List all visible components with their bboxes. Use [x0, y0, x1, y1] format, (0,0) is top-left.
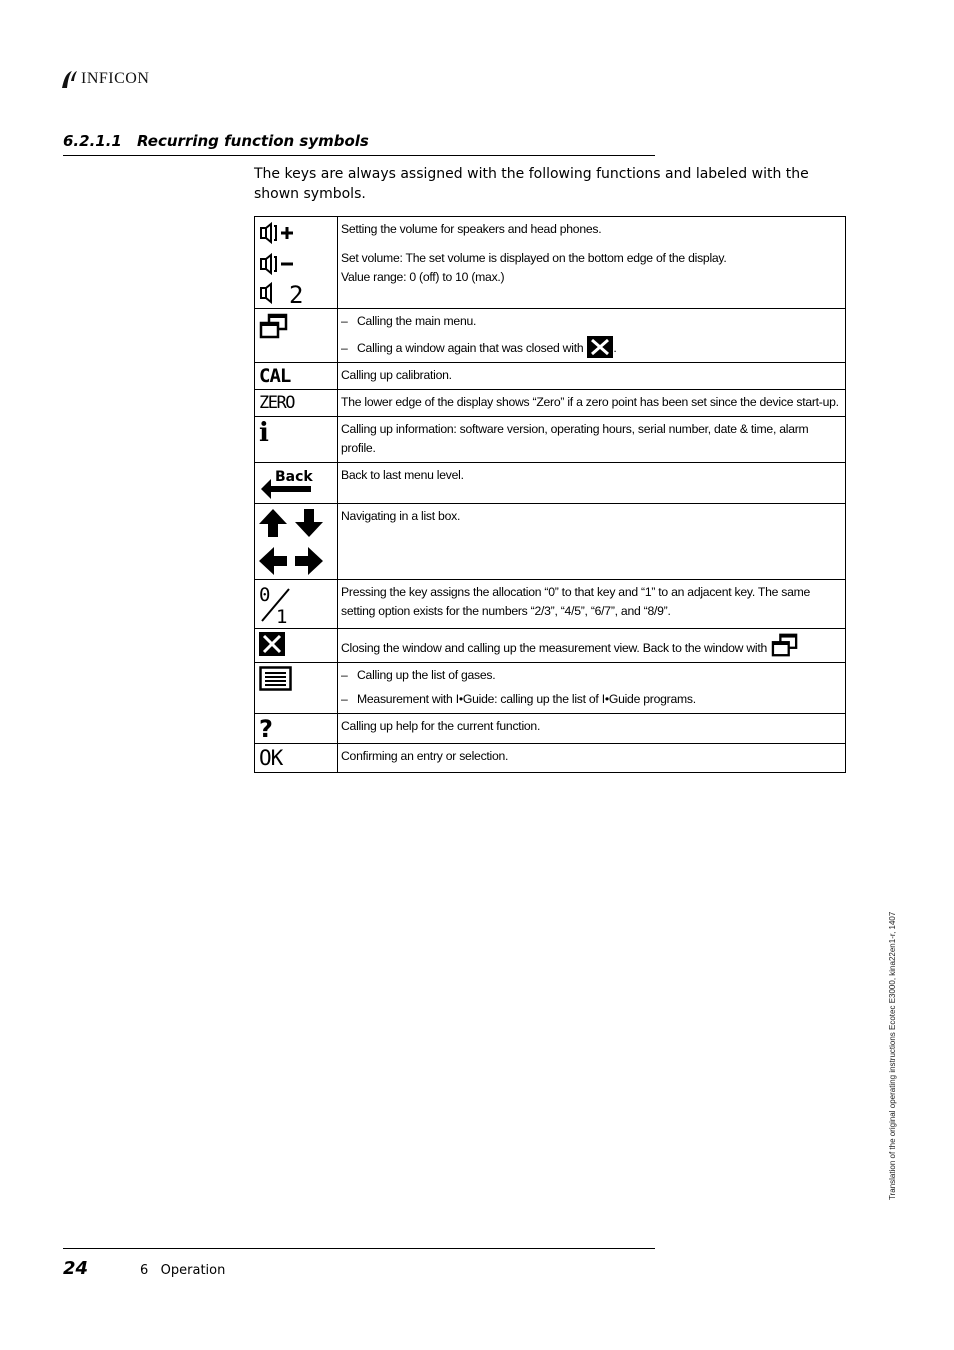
symbol-cell	[255, 463, 338, 504]
row-text: Pressing the key assigns the allocation “0” to that key and “1” to an adjacent key. The same setting option exists for the numbers “2/3”, “4/5”, “6/7”, and “8/9”.	[341, 585, 811, 618]
close-window-icon	[587, 336, 613, 358]
row-text: Confirming an entry or selection.	[341, 749, 509, 763]
symbol-cell	[255, 217, 338, 309]
footer-rule	[63, 1248, 655, 1249]
table-row	[255, 463, 846, 504]
symbol-cell	[255, 309, 338, 363]
symbol-cell	[255, 417, 338, 463]
description-cell	[338, 714, 846, 744]
table-row	[255, 744, 846, 773]
symbol-cell	[255, 390, 338, 417]
description-cell	[338, 390, 846, 417]
symbol-cell	[255, 629, 338, 663]
volume-level-text: 2	[289, 281, 304, 304]
svg-text:0: 0	[259, 584, 271, 606]
help-icon: ?	[259, 715, 273, 743]
footer-chapter: 6 Operation	[140, 1263, 226, 1278]
symbol-cell	[255, 663, 338, 714]
main-menu-icon	[771, 632, 799, 658]
description-cell	[338, 309, 846, 363]
description-cell	[338, 417, 846, 463]
page-number: 24	[63, 1258, 89, 1279]
intro-paragraph: The keys are always assigned with the following functions and labeled with the shown symbols.	[254, 166, 809, 202]
table-row	[255, 309, 846, 363]
svg-text:Back: Back	[275, 469, 313, 485]
symbol-cell	[255, 580, 338, 629]
symbols-table	[254, 216, 846, 773]
row-text: Calling up help for the current function.	[341, 719, 541, 733]
section-number: 6.2.1.1	[63, 132, 122, 150]
row-text: Set volume: The set volume is displayed on the bottom edge of the display.	[341, 251, 727, 265]
row-text: Closing the window and calling up the measurement view. Back to the window with	[341, 632, 841, 658]
description-cell	[338, 463, 846, 504]
list-item: – Calling the main menu.	[341, 314, 477, 328]
info-icon: i	[259, 418, 269, 448]
row-text: The lower edge of the display shows “Zero” if a zero point has been set since the device start-up.	[341, 395, 839, 409]
description-cell	[338, 744, 846, 773]
arrow-keys-icon	[259, 507, 327, 577]
symbol-cell	[255, 744, 338, 773]
list-item: – Calling a window again that was closed with .	[341, 336, 841, 358]
row-text: Calling up calibration.	[341, 368, 452, 382]
description-cell	[338, 363, 846, 390]
inficon-logo-icon	[60, 69, 78, 89]
list-item: – Calling up the list of gases.	[341, 668, 496, 682]
row-text: Navigating in a list box.	[341, 509, 461, 523]
zero-one-icon	[259, 583, 293, 625]
list-icon	[259, 666, 293, 692]
logo-text: INFICON	[81, 70, 150, 87]
table-row	[255, 390, 846, 417]
row-text: Back to last menu level.	[341, 468, 464, 482]
row-text: Calling up information: software version, operating hours, serial number, date & time, alarm profile.	[341, 422, 809, 455]
logo	[60, 68, 149, 90]
svg-text:1: 1	[276, 606, 288, 625]
table-row	[255, 363, 846, 390]
section-title: Recurring function symbols	[137, 132, 369, 150]
description-cell	[338, 580, 846, 629]
ok-icon: OK	[259, 746, 283, 770]
description-cell	[338, 629, 846, 663]
close-window-icon	[259, 632, 285, 656]
table-row	[255, 504, 846, 580]
table-row	[255, 714, 846, 744]
section-heading	[63, 132, 655, 156]
symbol-cell	[255, 714, 338, 744]
table-row	[255, 217, 846, 309]
row-text: Value range: 0 (off) to 10 (max.)	[341, 270, 505, 284]
symbol-cell	[255, 363, 338, 390]
description-cell	[338, 504, 846, 580]
volume-icons	[259, 220, 319, 304]
table-row	[255, 629, 846, 663]
table-row	[255, 663, 846, 714]
description-cell	[338, 663, 846, 714]
row-text: Setting the volume for speakers and head phones.	[341, 222, 602, 236]
symbol-cell	[255, 504, 338, 580]
cal-icon: CAL	[259, 365, 291, 387]
main-menu-icon	[259, 312, 289, 340]
zero-icon: ZERO	[259, 393, 294, 413]
back-icon	[259, 466, 317, 500]
side-note: Translation of the original operating instructions Ecotec E3000, kina22en1-r, 1407	[888, 911, 897, 1200]
table-row	[255, 417, 846, 463]
list-item: – Measurement with I•Guide: calling up the list of I•Guide programs.	[341, 692, 696, 706]
description-cell	[338, 217, 846, 309]
table-row	[255, 580, 846, 629]
